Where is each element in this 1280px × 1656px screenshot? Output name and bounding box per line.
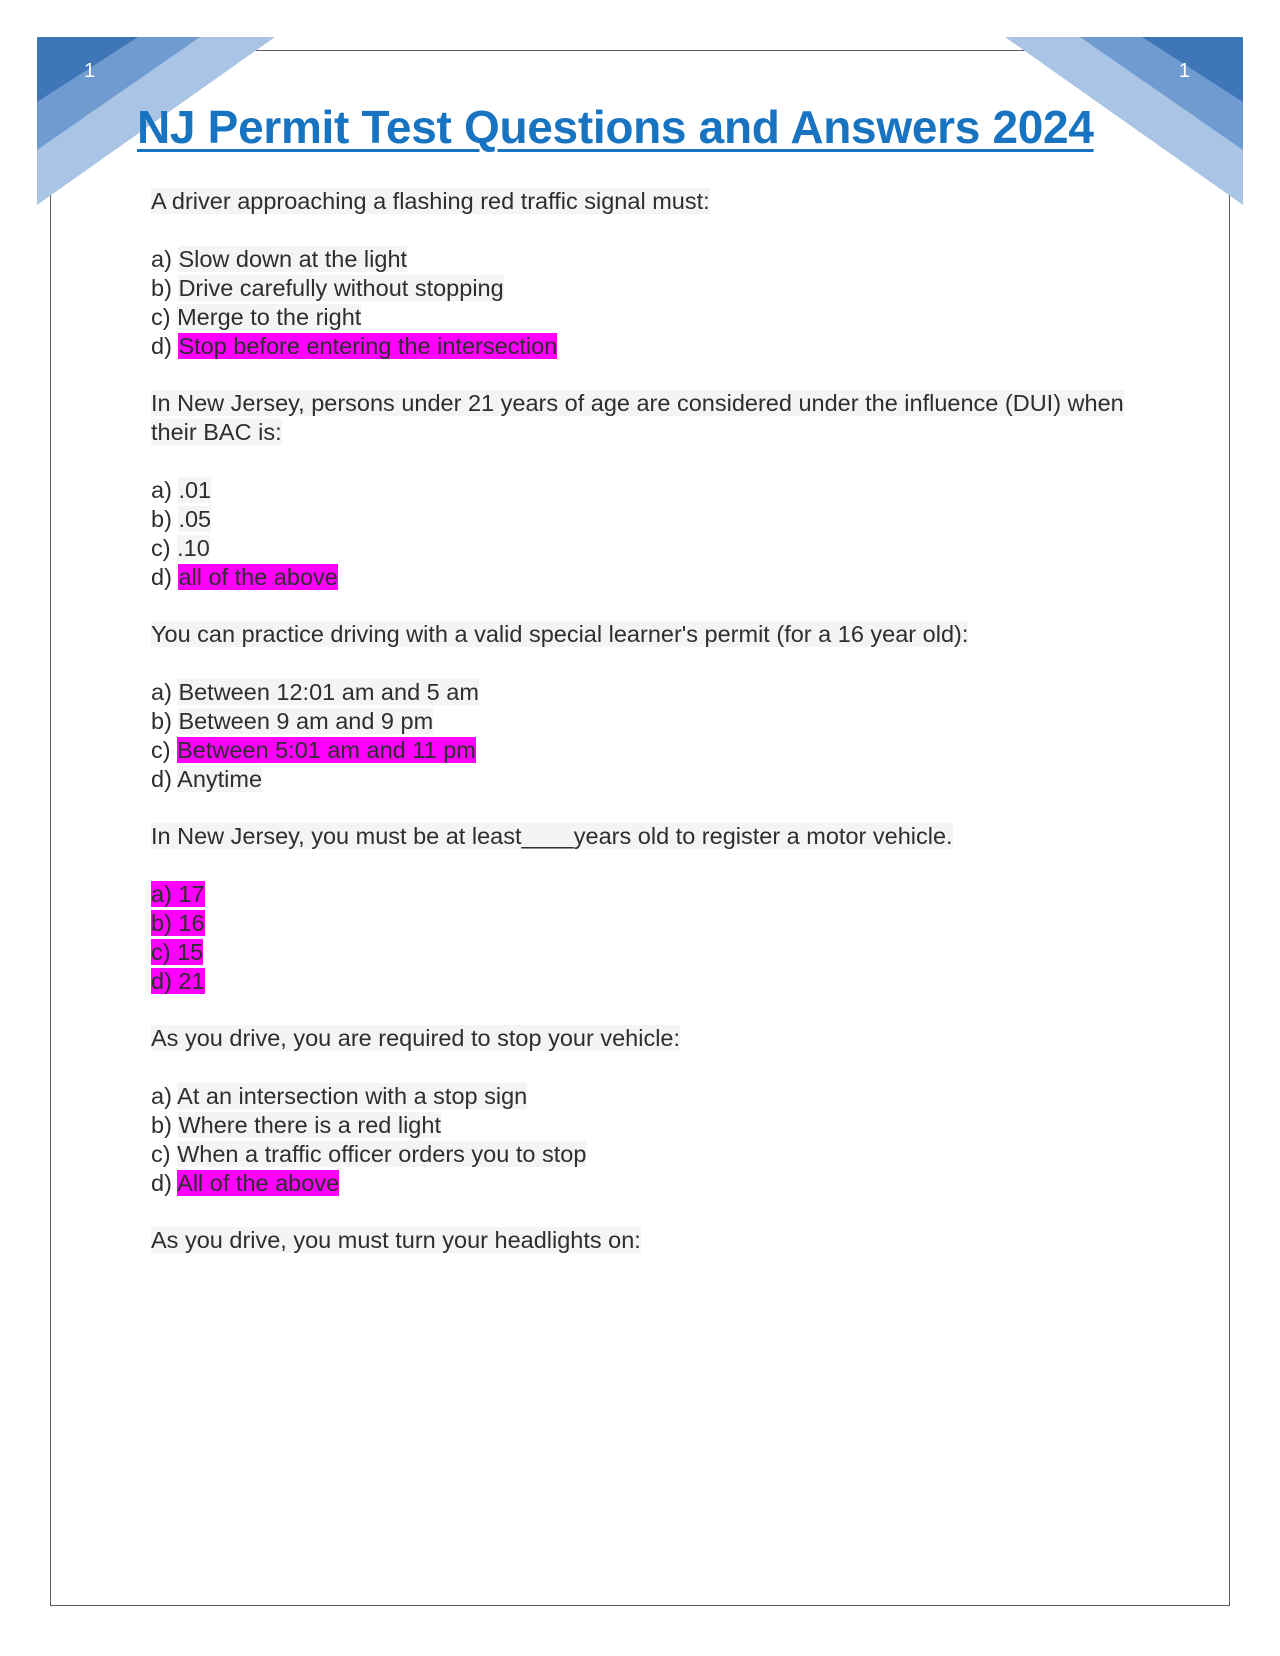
answer-option-text: .05 bbox=[178, 506, 212, 532]
answer-option-letter: a) bbox=[151, 246, 179, 272]
answer-option-letter: a) bbox=[151, 1083, 178, 1109]
question-text-content: You can practice driving with a valid special learner's permit (for a 16 year old): bbox=[151, 621, 969, 647]
question-text bbox=[151, 1024, 1151, 1053]
question-text-content: A driver approaching a flashing red traffic signal must: bbox=[151, 188, 710, 214]
answer-option bbox=[151, 707, 1151, 736]
answer-option-letter: b) bbox=[151, 708, 179, 734]
answer-option-text: .01 bbox=[178, 477, 212, 503]
answer-option bbox=[151, 476, 1151, 505]
answer-option-letter: c) bbox=[151, 1141, 178, 1167]
answer-option-letter: d) bbox=[151, 766, 178, 792]
highlighted-answer: d) 21 bbox=[151, 968, 205, 994]
answer-option bbox=[151, 1082, 1151, 1111]
answer-option-text: Merge to the right bbox=[177, 304, 362, 330]
question-text bbox=[151, 1226, 1151, 1255]
answer-option-letter: b) bbox=[151, 1112, 179, 1138]
answer-option bbox=[151, 938, 1151, 967]
answer-option bbox=[151, 274, 1151, 303]
question-text bbox=[151, 620, 1151, 649]
answer-option-letter: d) bbox=[151, 564, 179, 590]
answer-option bbox=[151, 245, 1151, 274]
question-block bbox=[151, 1226, 1151, 1255]
question-block bbox=[151, 1024, 1151, 1198]
page-title: NJ Permit Test Questions and Answers 2024 bbox=[137, 101, 1094, 153]
highlighted-answer: Between 5:01 am and 11 pm bbox=[177, 737, 476, 763]
answer-option-text: Anytime bbox=[177, 766, 263, 792]
question-text bbox=[151, 822, 1151, 851]
answer-option bbox=[151, 967, 1151, 996]
answer-option-letter: b) bbox=[151, 506, 179, 532]
answer-option-text: When a traffic officer orders you to stop bbox=[177, 1141, 587, 1167]
answer-option-text: At an intersection with a stop sign bbox=[177, 1083, 528, 1109]
answer-option-letter: a) bbox=[151, 679, 179, 705]
answer-option-text: .10 bbox=[177, 535, 210, 561]
answer-option-text: Between 9 am and 9 pm bbox=[178, 708, 434, 734]
question-block bbox=[151, 822, 1151, 996]
answer-option-letter: c) bbox=[151, 304, 178, 330]
answer-option bbox=[151, 678, 1151, 707]
question-text bbox=[151, 187, 1151, 216]
question-block bbox=[151, 620, 1151, 794]
answer-option-letter: d) bbox=[151, 1170, 178, 1196]
highlighted-answer: all of the above bbox=[178, 564, 338, 590]
answer-option bbox=[151, 880, 1151, 909]
answer-option bbox=[151, 1111, 1151, 1140]
question-text-content: As you drive, you are required to stop your vehicle: bbox=[151, 1025, 681, 1051]
answer-option bbox=[151, 1140, 1151, 1169]
highlighted-answer: b) 16 bbox=[151, 910, 205, 936]
answer-option-letter: a) bbox=[151, 477, 179, 503]
answer-option bbox=[151, 765, 1151, 794]
answer-option bbox=[151, 505, 1151, 534]
answer-option-text: Slow down at the light bbox=[178, 246, 408, 272]
answer-option bbox=[151, 534, 1151, 563]
question-text-content: As you drive, you must turn your headlights on: bbox=[151, 1227, 641, 1253]
question-block bbox=[151, 389, 1151, 592]
highlighted-answer: c) 15 bbox=[151, 939, 204, 965]
answer-option-letter: b) bbox=[151, 275, 179, 301]
highlighted-answer: All of the above bbox=[177, 1170, 340, 1196]
answer-option bbox=[151, 332, 1151, 361]
answer-option bbox=[151, 563, 1151, 592]
answer-option bbox=[151, 909, 1151, 938]
answer-option bbox=[151, 303, 1151, 332]
answer-option-text: Where there is a red light bbox=[178, 1112, 441, 1138]
question-text-content: In New Jersey, you must be at least____years old to register a motor vehicle. bbox=[151, 823, 953, 849]
answer-option bbox=[151, 736, 1151, 765]
answer-option-letter: c) bbox=[151, 535, 178, 561]
answer-option bbox=[151, 1169, 1151, 1198]
page-number-left: 1 bbox=[84, 60, 96, 82]
page-number-right: 1 bbox=[1178, 60, 1190, 82]
answer-option-text: Between 12:01 am and 5 am bbox=[178, 679, 479, 705]
question-text-content: In New Jersey, persons under 21 years of age are considered under the influence (DUI) when their BAC is: bbox=[151, 390, 1124, 445]
question-list bbox=[151, 187, 1151, 1284]
highlighted-answer: a) 17 bbox=[151, 881, 205, 907]
question-text bbox=[151, 389, 1151, 447]
answer-option-letter: d) bbox=[151, 333, 179, 359]
answer-option-text: Drive carefully without stopping bbox=[178, 275, 504, 301]
highlighted-answer: Stop before entering the intersection bbox=[178, 333, 558, 359]
answer-option-letter: c) bbox=[151, 737, 178, 763]
question-block bbox=[151, 187, 1151, 361]
